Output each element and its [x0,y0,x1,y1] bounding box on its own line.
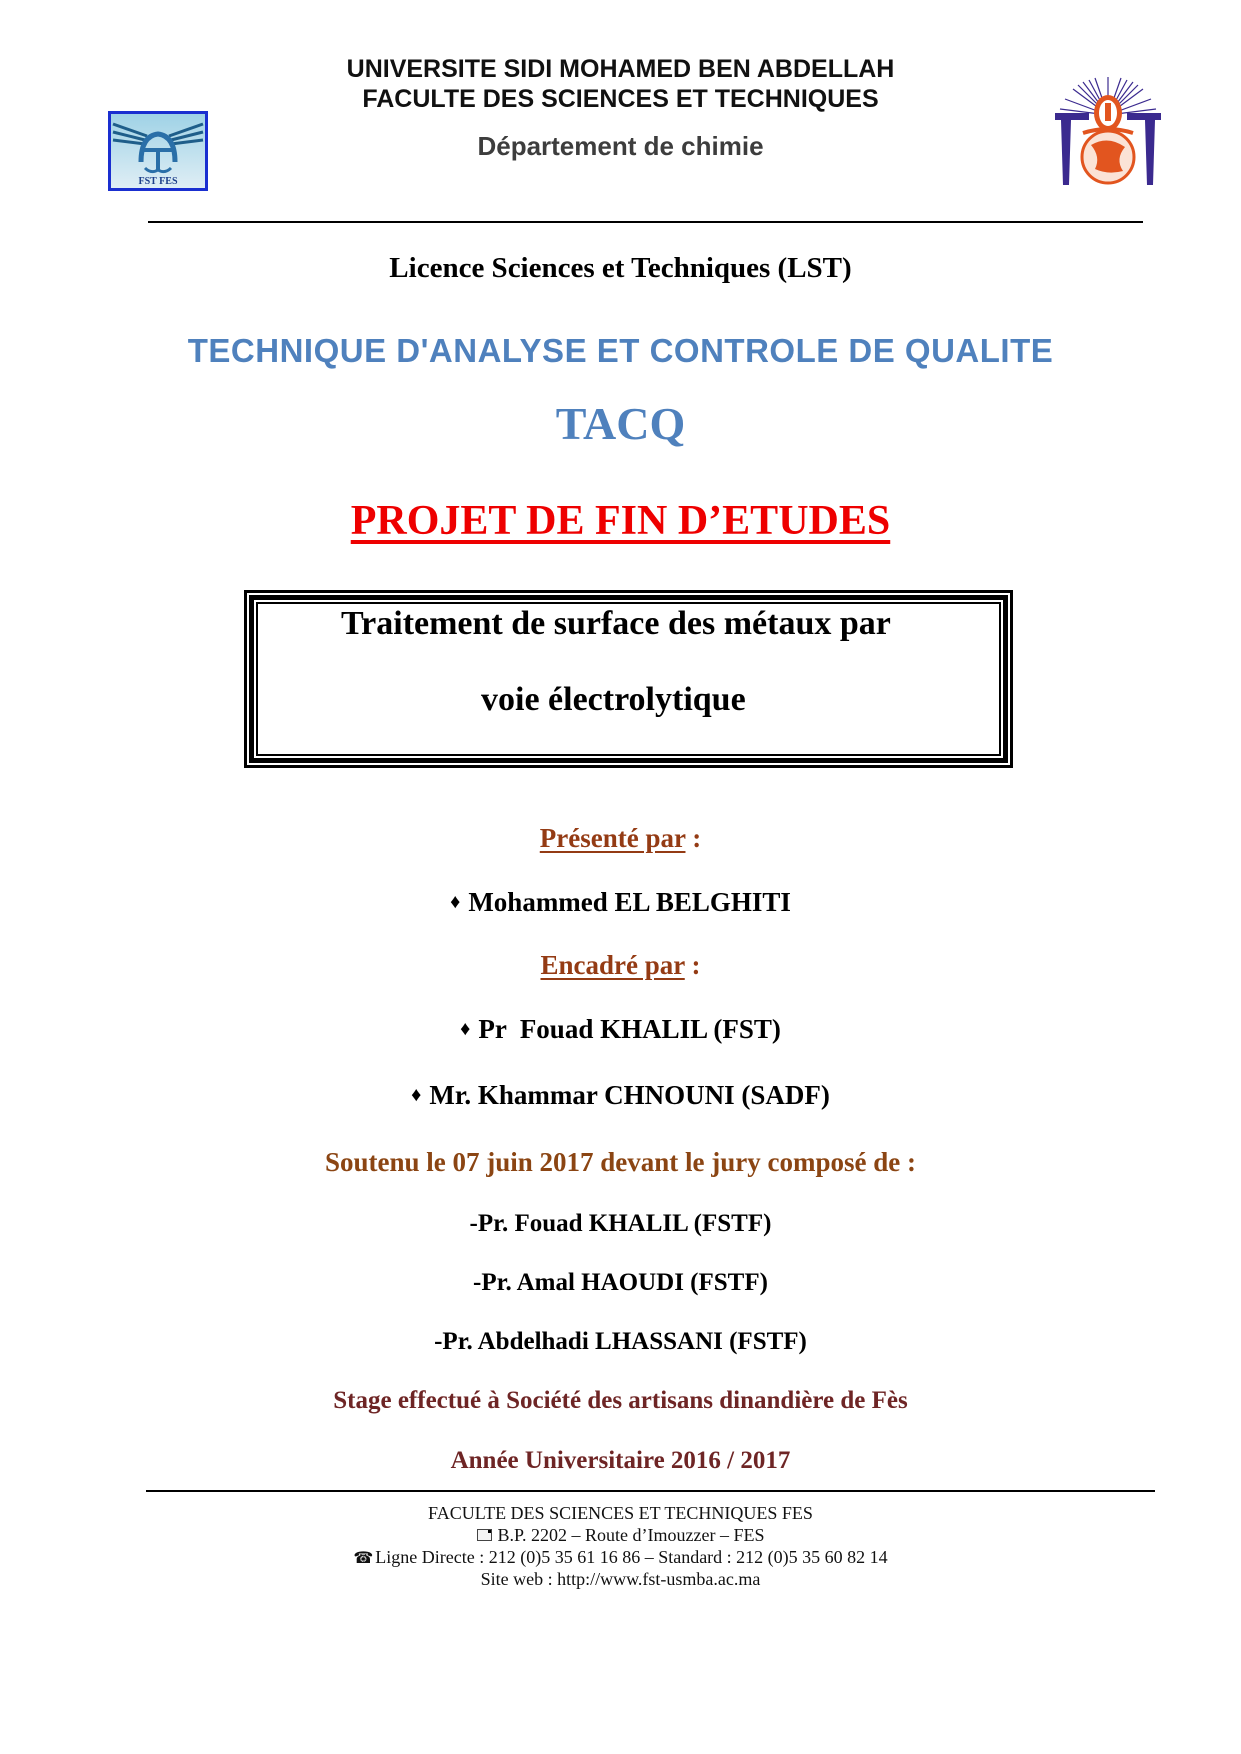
student-name: ♦ Mohammed EL BELGHITI [450,887,791,917]
defense-statement: Soutenu le 07 juin 2017 devant le jury composé de : [324,1147,916,1177]
track-abbreviation: TACQ [555,398,686,449]
footer-institution: FACULTE DES SCIENCES ET TECHNIQUES FES [428,1503,813,1523]
header-divider [148,221,1143,223]
footer-phone: ☎ Ligne Directe : 212 (0)5 35 61 16 86 – Standard : 212 (0)5 35 60 82 14 [353,1547,888,1567]
supervisor-item: ♦ Mr. Khammar CHNOUNI (SADF) [411,1080,830,1110]
project-title-line-1: Traitement de surface des métaux par [341,605,891,642]
supervised-by-label: Encadré par : [540,950,701,980]
jury-member: -Pr. Fouad KHALIL (FSTF) [469,1210,772,1237]
jury-member: -Pr. Amal HAOUDI (FSTF) [473,1269,768,1296]
project-title-box [244,590,1013,768]
telephone-icon: ☎ [353,1550,374,1567]
diamond-bullet-icon: ♦ [450,891,461,913]
internship-info: Stage effectué à Société des artisans dinandière de Fès [333,1387,908,1414]
diamond-bullet-icon: ♦ [460,1018,471,1040]
footer-divider [146,1490,1155,1492]
jury-member: -Pr. Abdelhadi LHASSANI (FSTF) [434,1328,807,1355]
track-full-name: TECHNIQUE D'ANALYSE ET CONTROLE DE QUALITE [187,332,1054,369]
department-name: Département de chimie [477,131,764,161]
project-heading: PROJET DE FIN D’ETUDES [350,498,891,544]
usmba-emblem-icon [1053,75,1163,190]
academic-year: Année Universitaire 2016 / 2017 [450,1447,791,1474]
university-name: UNIVERSITE SIDI MOHAMED BEN ABDELLAH [346,55,895,83]
supervisor-item: ♦ Pr Fouad KHALIL (FST) [460,1014,781,1044]
svg-text:FST FES: FST FES [138,176,178,187]
diamond-bullet-icon: ♦ [411,1084,422,1106]
degree-title: Licence Sciences et Techniques (LST) [389,252,852,284]
faculty-name: FACULTE DES SCIENCES ET TECHNIQUES [362,85,879,113]
footer-website[interactable]: Site web : http://www.fst-usmba.ac.ma [480,1569,761,1589]
footer-address: B.P. 2202 – Route d’Imouzzer – FES [0,1524,1241,1546]
project-title-line-2: voie électrolytique [481,681,746,718]
presented-by-label: Présenté par : [539,823,702,853]
letter-icon [477,1529,492,1541]
